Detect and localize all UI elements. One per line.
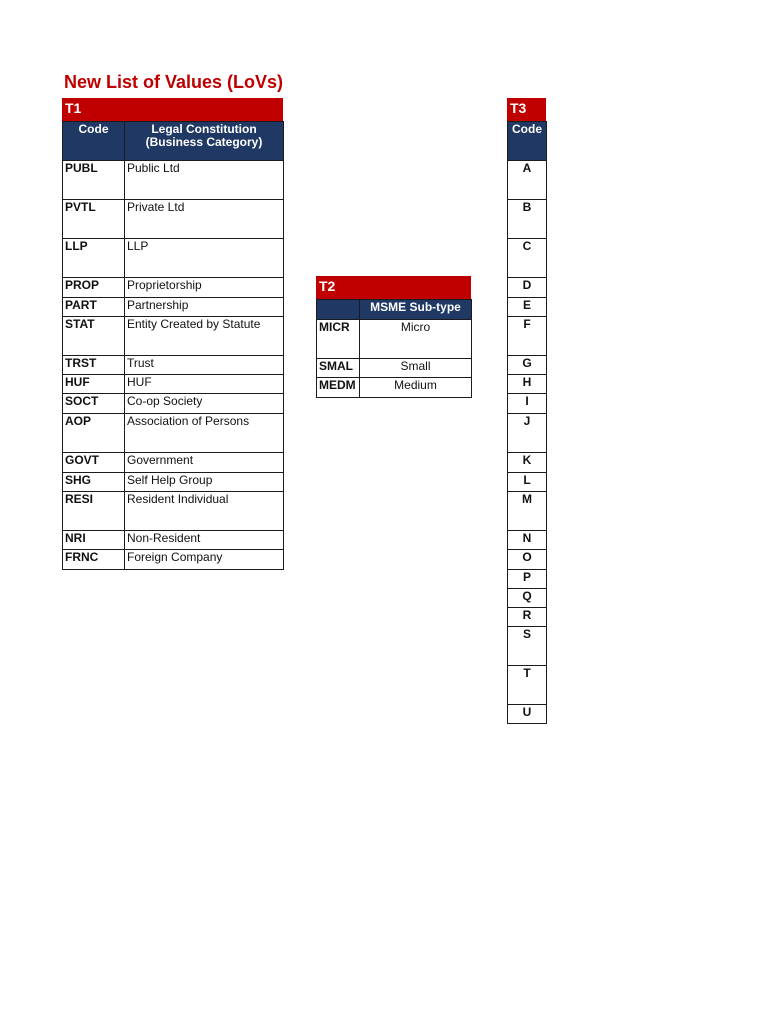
t1-desc-cell: Public Ltd — [125, 161, 284, 200]
t3-label: T3 — [507, 98, 546, 121]
t2-code-cell: SMAL — [317, 359, 360, 378]
table-row — [63, 531, 284, 550]
table-row — [63, 414, 284, 453]
table-row — [63, 317, 284, 356]
table-row — [63, 375, 284, 394]
t1-code-cell: LLP — [63, 239, 125, 278]
t1-code-cell: HUF — [63, 375, 125, 394]
t3-code-cell: T — [508, 666, 547, 705]
table-row — [508, 705, 547, 724]
t1-desc-cell: Non-Resident — [125, 531, 284, 550]
table-row — [508, 473, 547, 492]
t3-table — [507, 121, 547, 724]
t3-code-cell: R — [508, 608, 547, 627]
t3-code-cell: S — [508, 627, 547, 666]
table-row — [508, 627, 547, 666]
t1-desc-cell: Government — [125, 453, 284, 473]
t1-code-header: Code — [63, 122, 125, 161]
t1-code-cell: PUBL — [63, 161, 125, 200]
t3-code-cell: J — [508, 414, 547, 453]
t3-code-cell: B — [508, 200, 547, 239]
t2-desc-cell: Micro — [360, 320, 472, 359]
table-row — [63, 550, 284, 570]
table-row — [508, 550, 547, 570]
t1-desc-cell: Private Ltd — [125, 200, 284, 239]
t1-code-cell: TRST — [63, 356, 125, 375]
page-title: New List of Values (LoVs) — [64, 72, 284, 92]
t3-code-cell: L — [508, 473, 547, 492]
t3-code-cell: Q — [508, 589, 547, 608]
t1-desc-header: Legal Constitution (Business Category) — [125, 122, 284, 161]
t1-desc-cell: LLP — [125, 239, 284, 278]
t2-code-cell: MICR — [317, 320, 360, 359]
table-row — [508, 317, 547, 356]
t1-code-cell: RESI — [63, 492, 125, 531]
t1-desc-cell: Association of Persons — [125, 414, 284, 453]
t2-desc-cell: Medium — [360, 378, 472, 398]
t1-desc-cell: HUF — [125, 375, 284, 394]
table-row — [317, 359, 472, 378]
table-row — [317, 378, 472, 398]
t1-code-cell: PROP — [63, 278, 125, 298]
table-row — [63, 473, 284, 492]
table-row — [508, 375, 547, 394]
table-row — [508, 239, 547, 278]
table-row — [317, 320, 472, 359]
t1-desc-cell: Self Help Group — [125, 473, 284, 492]
t1-desc-cell: Entity Created by Statute — [125, 317, 284, 356]
t1-code-cell: PVTL — [63, 200, 125, 239]
t3-code-cell: O — [508, 550, 547, 570]
t3-code-cell: F — [508, 317, 547, 356]
t3-code-cell: K — [508, 453, 547, 473]
table-row — [63, 200, 284, 239]
t1-code-cell: SOCT — [63, 394, 125, 414]
t1-code-cell: NRI — [63, 531, 125, 550]
t2-table — [316, 299, 472, 398]
t3-code-cell: H — [508, 375, 547, 394]
t1-code-cell: AOP — [63, 414, 125, 453]
table-row — [508, 356, 547, 375]
table-row — [508, 608, 547, 627]
table-row — [508, 278, 547, 298]
table-row — [508, 414, 547, 453]
t1-desc-cell: Proprietorship — [125, 278, 284, 298]
t3-code-cell: A — [508, 161, 547, 200]
t3-code-header: Code — [508, 122, 547, 161]
t2-label: T2 — [316, 276, 471, 299]
t1-label: T1 — [62, 98, 283, 121]
t1-table — [62, 121, 284, 570]
table-row — [508, 570, 547, 589]
table-row — [63, 278, 284, 298]
table-row — [508, 298, 547, 317]
t2-desc-cell: Small — [360, 359, 472, 378]
table-row — [63, 161, 284, 200]
table-row — [508, 161, 547, 200]
table-row — [63, 492, 284, 531]
t1-desc-cell: Resident Individual — [125, 492, 284, 531]
t1-desc-cell: Foreign Company — [125, 550, 284, 570]
t1-code-cell: GOVT — [63, 453, 125, 473]
t3-code-cell: E — [508, 298, 547, 317]
t1-desc-cell: Partnership — [125, 298, 284, 317]
table-row — [63, 356, 284, 375]
t1-desc-cell: Co-op Society — [125, 394, 284, 414]
t3-code-cell: P — [508, 570, 547, 589]
table-row — [508, 666, 547, 705]
t1-code-cell: SHG — [63, 473, 125, 492]
table-row — [63, 298, 284, 317]
table-row — [508, 394, 547, 414]
t3-code-cell: C — [508, 239, 547, 278]
t3-code-cell: I — [508, 394, 547, 414]
t3-code-cell: G — [508, 356, 547, 375]
t3-code-cell: U — [508, 705, 547, 724]
table-row — [63, 453, 284, 473]
t1-desc-cell: Trust — [125, 356, 284, 375]
table-row — [508, 589, 547, 608]
table-row — [508, 492, 547, 531]
t2-code-cell: MEDM — [317, 378, 360, 398]
t3-code-cell: D — [508, 278, 547, 298]
table-row — [508, 531, 547, 550]
t3-code-cell: N — [508, 531, 547, 550]
t1-code-cell: PART — [63, 298, 125, 317]
table-row — [63, 239, 284, 278]
t1-code-cell: FRNC — [63, 550, 125, 570]
table-row — [63, 394, 284, 414]
t3-code-cell: M — [508, 492, 547, 531]
t2-code-header — [317, 300, 360, 320]
table-row — [508, 453, 547, 473]
t2-desc-header: MSME Sub-type — [360, 300, 472, 320]
t1-code-cell: STAT — [63, 317, 125, 356]
table-row — [508, 200, 547, 239]
